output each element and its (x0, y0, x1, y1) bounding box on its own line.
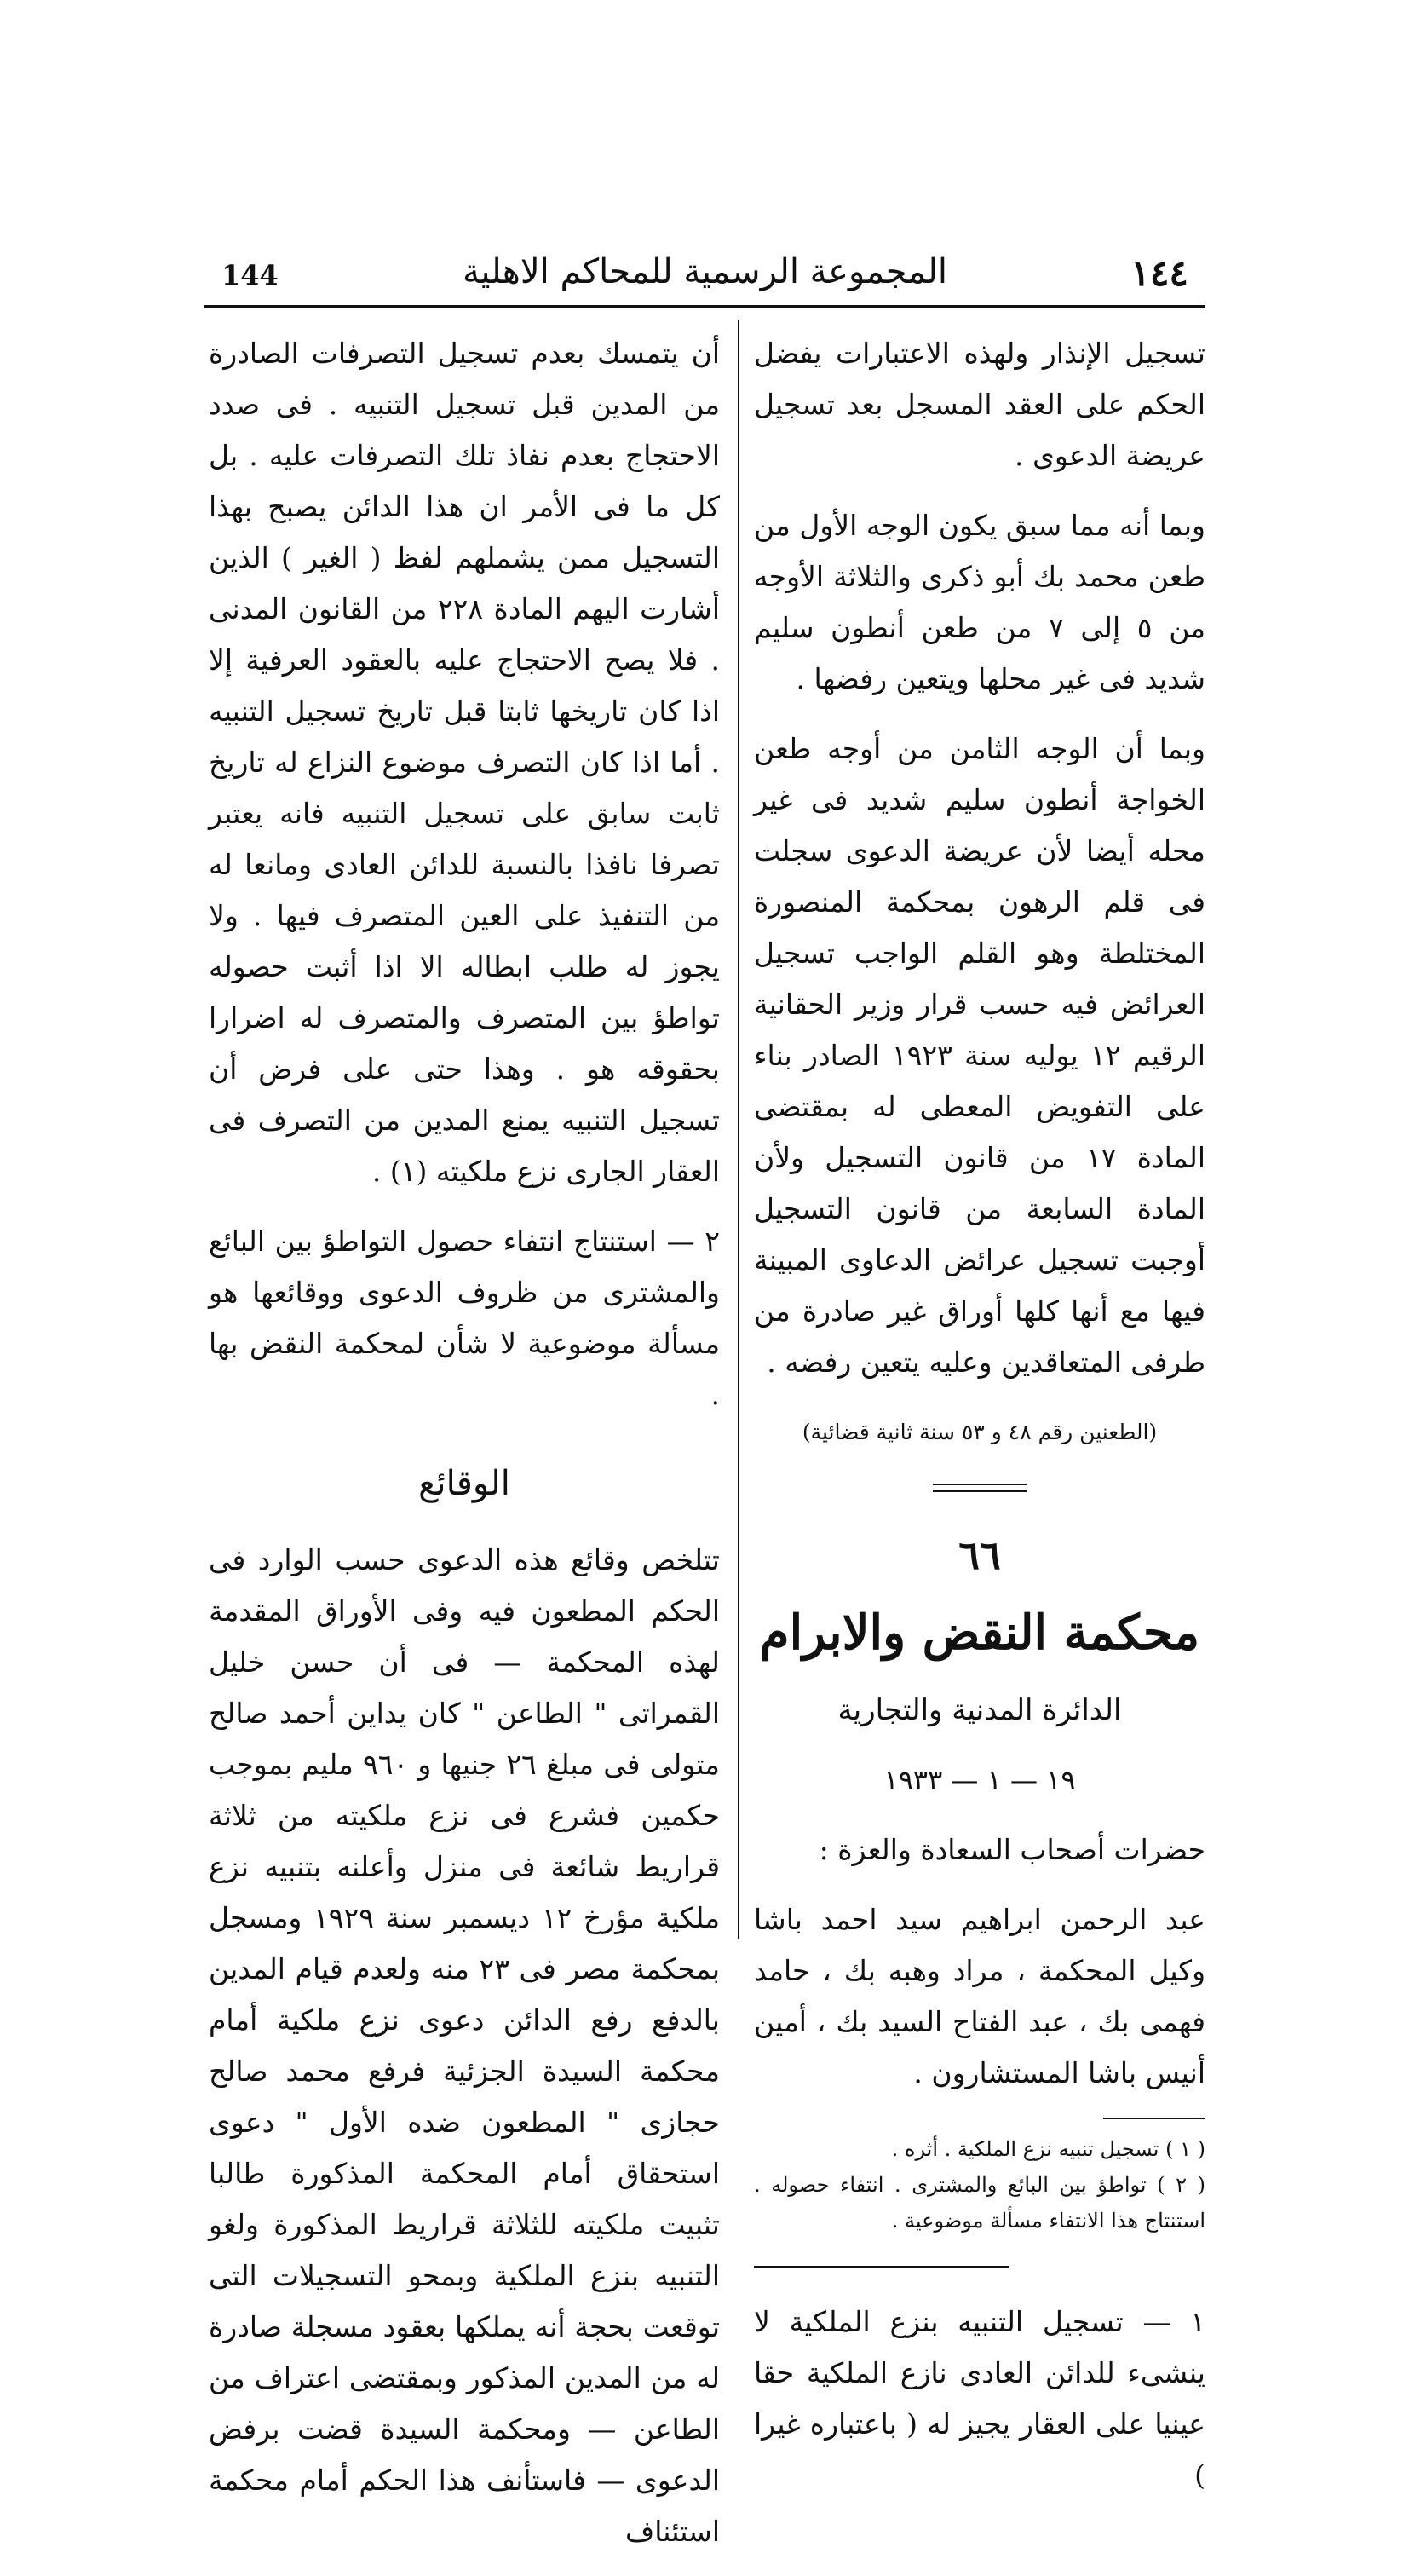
right-paragraph-2: وبما أنه مما سبق يكون الوجه الأول من طعن محمد بك أبو ذكرى والثلاثة الأوجه من ٥ إلى ٧ من طعن أنطون سليم شديد فى غير محلها ويتعين رفضها . (754, 509, 1205, 695)
headnote-rule (754, 2266, 1009, 2268)
left-paragraph-3: تتلخص وقائع هذه الدعوى حسب الوارد فى الحكم المطعون فيه وفى الأوراق المقدمة لهذه المحكمة — فى أن حسن خليل القمراتى " الطاعن " كان يداين أحمد صالح متولى فى مبلغ ٢٦ جنيها و ٩٦٠ مليم بموجب حكمين فشرع فى نزع ملكيته من ثلاثة قراريط شائعة فى منزل وأعلنه بتنبيه نزع ملكية مؤرخ ١٢ ديسمبر سنة ١٩٢٩ ومسجل بمحكمة مصر فى ٢٣ منه ولعدم قيام المدين بالدفع رفع الدائن دعوى نزع ملكية أمام محكمة السيدة الجزئية فرفع محمد صالح حجازى " المطعون ضده الأول " دعوى استحقاق أمام المحكمة المذكورة طالبا تثبيت ملكيته للثلاثة قراريط المذكورة ولغو التنبيه بنزع الملكية وبمحو التسجيلات التى توقعت بحجة أنه يملكها بعقود مسجلة صادرة له من المدين المذكور وبمقتضى اعتراف من الطاعن — ومحكمة السيدة قضت برفض الدعوى — فاستأنف هذا الحكم أمام محكمة استئناف (209, 1543, 720, 2548)
page-number-latin: 144 (221, 259, 279, 291)
left-paragraph-2: ٢ — استنتاج انتفاء حصول التواطؤ بين البائع والمشترى من ظروف الدعوى ووقائعها هو مسألة موضوعية لا شأن لمحكمة النقض بها . (209, 1225, 720, 1411)
column-divider (738, 320, 739, 1939)
case-number: ٦٦ (958, 1532, 1001, 1578)
presence-intro: حضرات أصحاب السعادة والعزة : (819, 1833, 1205, 1866)
left-paragraph-1: أن يتمسك بعدم تسجيل التصرفات الصادرة من المدين قبل تسجيل التنبيه . فى صدد الاحتجاج بعدم نفاذ تلك التصرفات عليه . بل كل ما فى الأمر ان هذا الدائن يصبح بهذا التسجيل ممن يشملهم لفظ ( الغير ) الذين أشارت اليهم المادة ٢٢٨ من القانون المدنى . فلا يصح الاحتجاج عليه بالعقود العرفية إلا اذا كان تاريخها ثابتا قبل تاريخ تسجيل التنبيه . أما اذا كان التصرف موضوع النزاع له تاريخ ثابت سابق على تسجيل التنبيه فانه يعتبر تصرفا نافذا بالنسبة للدائن العادى ومانعا له من التنفيذ على العين المتصرف فيها . ولا يجوز له طلب ابطاله الا اذا أثبت حصوله تواطؤ بين المتصرف والمتصرف له اضرارا بحقوقه هو . وهذا حتى على فرض أن تسجيل التنبيه يمنع المدين من التصرف فى العقار الجارى نزع ملكيته (١) . (209, 337, 720, 1188)
chamber-name: الدائرة المدنية والتجارية (837, 1693, 1122, 1727)
page-header (204, 247, 1205, 298)
case-date: ١٩ — ١ — ١٩٣٣ (883, 1764, 1076, 1796)
appeal-citation: (الطعنين رقم ٤٨ و ٥٣ سنة ثانية قضائية) (802, 1420, 1158, 1444)
right-paragraph-1: تسجيل الإنذار ولهذه الاعتبارات يفضل الحكم على العقد المسجل بعد تسجيل عريضة الدعوى . (754, 337, 1205, 472)
facts-heading: الوقائع (418, 1464, 510, 1503)
left-column (209, 328, 720, 2576)
footnote-rule (1103, 2118, 1205, 2119)
court-name: محكمة النقض والابرام (759, 1605, 1200, 1661)
right-column (754, 328, 1205, 2520)
judges-list: عبد الرحمن ابراهيم سيد احمد باشا وكيل المحكمة ، مراد وهبه بك ، حامد فهمى بك ، عبد الفتاح السيد بك ، أمين أنيس باشا المستشارون . (754, 1903, 1205, 2089)
headnote-1: ١ — تسجيل التنبيه بنزع الملكية لا ينشىء للدائن العادى نازع الملكية حقا عينيا على العقار يجيز له ( باعتباره غيرا ) (754, 2305, 1205, 2492)
footnote-2: ( ٢ ) تواطؤ بين البائع والمشترى . انتفاء حصوله . استنتاج هذا الانتفاء مسألة موضوعية . (754, 2173, 1205, 2233)
header-rule (204, 305, 1205, 308)
page-number-arabic: ١٤٤ (1130, 252, 1188, 294)
footnote-1: ( ١ ) تسجيل تنبيه نزع الملكية . أثره . (891, 2137, 1205, 2161)
right-paragraph-3: وبما أن الوجه الثامن من أوجه طعن الخواجة أنطون سليم شديد فى غير محله أيضا لأن عريضة الدعوى سجلت فى قلم الرهون بمحكمة المنصورة المختلطة وهو القلم الواجب تسجيل العرائض فيه حسب قرار وزير الحقانية الرقيم ١٢ يوليه سنة ١٩٢٣ الصادر بناء على التفويض المعطى له بمقتضى المادة ١٧ من قانون التسجيل ولأن المادة السابعة من قانون التسجيل أوجبت تسجيل عرائض الدعاوى المبينة فيها مع أنها كلها أوراق غير صادرة من طرفى المتعاقدين وعليه يتعين رفضه . (754, 732, 1205, 1379)
running-title: المجموعة الرسمية للمحاكم الاهلية (462, 252, 948, 291)
section-separator (933, 1484, 1027, 1492)
